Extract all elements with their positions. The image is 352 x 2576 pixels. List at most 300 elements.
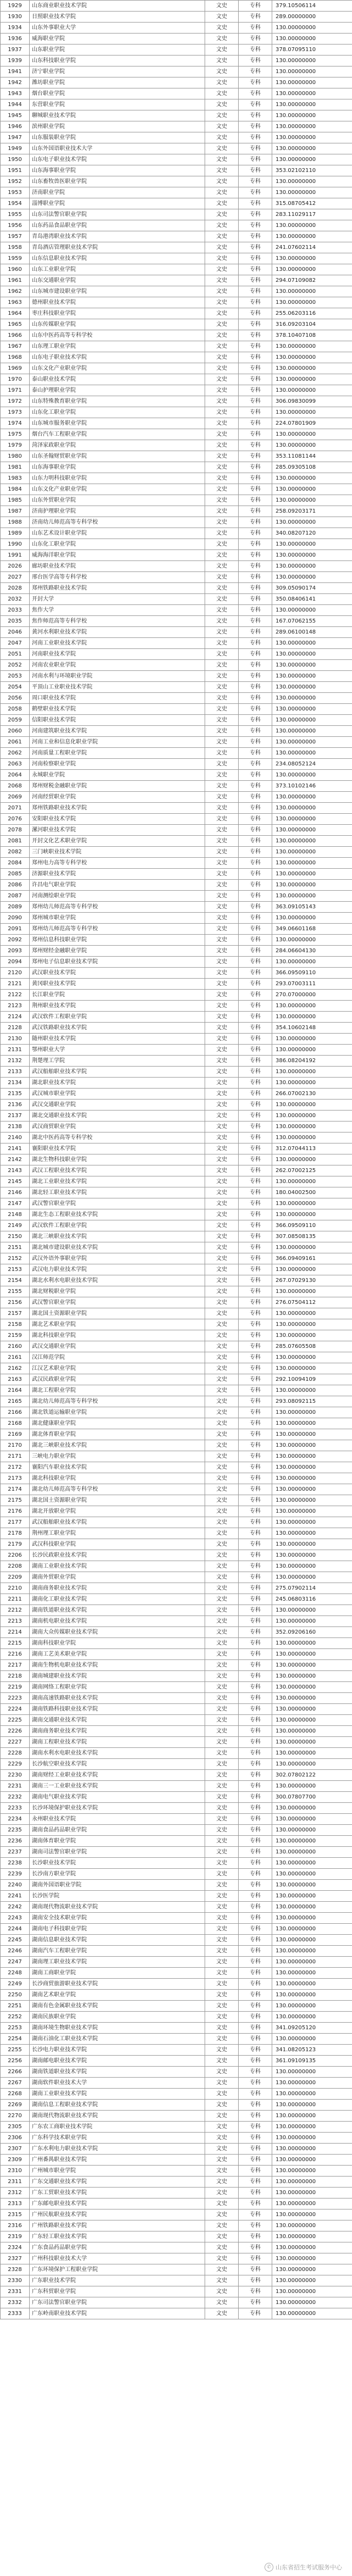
school-name-cell: 武汉软件工程职业学院 <box>30 1220 205 1231</box>
min-score-cell: 255.06203116 <box>272 308 352 319</box>
category-cell: 文史 <box>205 121 239 132</box>
school-code-cell: 2056 <box>1 693 30 704</box>
school-name-cell: 湖北体育职业学院 <box>30 1429 205 1440</box>
min-score-cell: 130.00000000 <box>272 2242 352 2253</box>
batch-cell: 专科 <box>239 1847 272 1858</box>
table-row <box>1 1209 352 1220</box>
table-row <box>1 616 352 627</box>
school-name-cell: 菏泽家政职业学院 <box>30 440 205 451</box>
school-name-cell: 湖北水利水电职业技术学院 <box>30 1275 205 1286</box>
table-row <box>1 1803 352 1814</box>
category-cell: 文史 <box>205 297 239 308</box>
school-code-cell: 2256 <box>1 2056 30 2067</box>
category-cell: 文史 <box>205 1979 239 1990</box>
min-score-cell: 130.00000000 <box>272 825 352 836</box>
school-name-cell: 湖南机电职业技术学院 <box>30 1616 205 1627</box>
school-code-cell: 2124 <box>1 1012 30 1023</box>
batch-cell: 专科 <box>239 1352 272 1363</box>
category-cell: 文史 <box>205 836 239 847</box>
school-code-cell: 1970 <box>1 374 30 385</box>
school-code-cell: 1942 <box>1 77 30 88</box>
category-cell: 文史 <box>205 825 239 836</box>
batch-cell: 专科 <box>239 1759 272 1770</box>
batch-cell: 专科 <box>239 34 272 45</box>
table-row <box>1 814 352 825</box>
school-code-cell: 2246 <box>1 1946 30 1957</box>
table-row <box>1 12 352 23</box>
category-cell: 文史 <box>205 583 239 594</box>
category-cell: 文史 <box>205 913 239 924</box>
batch-cell: 专科 <box>239 1209 272 1220</box>
table-row <box>1 1671 352 1682</box>
school-code-cell: 2248 <box>1 1968 30 1979</box>
school-code-cell: 2082 <box>1 847 30 858</box>
table-row <box>1 1056 352 1067</box>
category-cell: 文史 <box>205 748 239 759</box>
batch-cell: 专科 <box>239 1473 272 1484</box>
min-score-cell: 130.00000000 <box>272 693 352 704</box>
school-code-cell: 2241 <box>1 1891 30 1902</box>
batch-cell: 专科 <box>239 539 272 550</box>
min-score-cell: 130.00000000 <box>272 572 352 583</box>
school-code-cell: 1967 <box>1 341 30 352</box>
table-row <box>1 1067 352 1078</box>
min-score-cell: 130.00000000 <box>272 2166 352 2177</box>
min-score-cell: 258.09203171 <box>272 506 352 517</box>
table-row <box>1 2034 352 2045</box>
category-cell: 文史 <box>205 2220 239 2231</box>
batch-cell: 专科 <box>239 550 272 561</box>
school-name-cell: 武汉科技职业学院 <box>30 1539 205 1550</box>
school-name-cell: 长沙环境保护职业技术学院 <box>30 1803 205 1814</box>
category-cell: 文史 <box>205 220 239 231</box>
batch-cell: 专科 <box>239 2001 272 2012</box>
table-row <box>1 77 352 88</box>
school-name-cell: 湖北国土资源职业学院 <box>30 1308 205 1319</box>
table-row <box>1 715 352 726</box>
min-score-cell: 130.00000000 <box>272 550 352 561</box>
school-name-cell: 湖南现代物流职业技术学院 <box>30 2111 205 2122</box>
batch-cell: 专科 <box>239 12 272 23</box>
school-name-cell: 郑州信息科技职业学院 <box>30 935 205 946</box>
min-score-cell: 130.00000000 <box>272 1330 352 1341</box>
min-score-cell: 130.00000000 <box>272 143 352 154</box>
batch-cell: 专科 <box>239 2166 272 2177</box>
category-cell: 文史 <box>205 88 239 99</box>
category-cell: 文史 <box>205 352 239 363</box>
school-code-cell: 2327 <box>1 2253 30 2264</box>
table-row <box>1 275 352 286</box>
category-cell: 文史 <box>205 1154 239 1165</box>
batch-cell: 专科 <box>239 1012 272 1023</box>
table-row <box>1 1451 352 1462</box>
school-name-cell: 武汉工程职业技术学院 <box>30 1165 205 1176</box>
category-cell: 文史 <box>205 1594 239 1605</box>
min-score-cell: 130.00000000 <box>272 1242 352 1253</box>
category-cell: 文史 <box>205 2056 239 2067</box>
school-code-cell: 2133 <box>1 1067 30 1078</box>
table-row <box>1 396 352 407</box>
category-cell: 文史 <box>205 1660 239 1671</box>
batch-cell: 专科 <box>239 418 272 429</box>
batch-cell: 专科 <box>239 99 272 110</box>
min-score-cell: 130.00000000 <box>272 2209 352 2220</box>
category-cell: 文史 <box>205 506 239 517</box>
school-name-cell: 河南经贸职业学院 <box>30 792 205 803</box>
batch-cell: 专科 <box>239 187 272 198</box>
batch-cell: 专科 <box>239 429 272 440</box>
table-row <box>1 1880 352 1891</box>
school-code-cell: 2084 <box>1 858 30 869</box>
school-code-cell: 2135 <box>1 1089 30 1100</box>
school-code-cell: 2224 <box>1 1704 30 1715</box>
table-row <box>1 1759 352 1770</box>
category-cell: 文史 <box>205 319 239 330</box>
category-cell: 文史 <box>205 1484 239 1495</box>
school-name-cell: 山东艺术设计职业学院 <box>30 528 205 539</box>
min-score-cell: 130.00000000 <box>272 99 352 110</box>
category-cell: 文史 <box>205 2242 239 2253</box>
min-score-cell: 386.08204192 <box>272 1056 352 1067</box>
min-score-cell: 366.09509110 <box>272 1220 352 1231</box>
school-name-cell: 山东城市服务职业学院 <box>30 418 205 429</box>
school-code-cell: 1983 <box>1 473 30 484</box>
batch-cell: 专科 <box>239 836 272 847</box>
min-score-cell: 130.00000000 <box>272 2111 352 2122</box>
school-code-cell: 2159 <box>1 1330 30 1341</box>
table-row <box>1 847 352 858</box>
category-cell: 文史 <box>205 2308 239 2319</box>
school-name-cell: 湖南铁道职业技术学院 <box>30 2067 205 2078</box>
school-code-cell: 1929 <box>1 1 30 12</box>
min-score-cell: 130.00000000 <box>272 682 352 693</box>
table-row <box>1 484 352 495</box>
min-score-cell: 130.00000000 <box>272 1352 352 1363</box>
min-score-cell: 315.08705412 <box>272 198 352 209</box>
category-cell: 文史 <box>205 1385 239 1396</box>
batch-cell: 专科 <box>239 352 272 363</box>
table-row <box>1 594 352 605</box>
table-row <box>1 1440 352 1451</box>
table-row <box>1 1012 352 1023</box>
school-code-cell: 2166 <box>1 1407 30 1418</box>
category-cell: 文史 <box>205 594 239 605</box>
category-cell: 文史 <box>205 1627 239 1638</box>
category-cell: 文史 <box>205 1418 239 1429</box>
school-name-cell: 湖北工程职业学院 <box>30 1385 205 1396</box>
category-cell: 文史 <box>205 1572 239 1583</box>
school-code-cell: 2165 <box>1 1396 30 1407</box>
school-name-cell: 湖南信息工程职业技术学院 <box>30 2100 205 2111</box>
category-cell: 文史 <box>205 1012 239 1023</box>
school-name-cell: 武汉船舶职业技术学院 <box>30 1067 205 1078</box>
school-code-cell: 1936 <box>1 34 30 45</box>
school-name-cell: 湖南体育职业学院 <box>30 1836 205 1847</box>
batch-cell: 专科 <box>239 726 272 737</box>
school-code-cell: 2333 <box>1 2308 30 2319</box>
min-score-cell: 130.00000000 <box>272 1913 352 1924</box>
category-cell: 文史 <box>205 979 239 990</box>
table-row <box>1 2308 352 2319</box>
category-cell: 文史 <box>205 1550 239 1561</box>
school-code-cell: 1991 <box>1 550 30 561</box>
batch-cell: 专科 <box>239 902 272 913</box>
school-code-cell: 2059 <box>1 715 30 726</box>
table-row <box>1 1935 352 1946</box>
school-name-cell: 广东环境保护工程职业学院 <box>30 2264 205 2275</box>
min-score-cell: 130.00000000 <box>272 715 352 726</box>
school-code-cell: 2170 <box>1 1440 30 1451</box>
batch-cell: 专科 <box>239 1242 272 1253</box>
min-score-cell: 130.00000000 <box>272 1715 352 1726</box>
school-name-cell: 武汉民政职业学院 <box>30 1374 205 1385</box>
school-code-cell: 2047 <box>1 638 30 649</box>
school-name-cell: 湖北财税职业学院 <box>30 1286 205 1297</box>
category-cell: 文史 <box>205 1067 239 1078</box>
school-code-cell: 1980 <box>1 451 30 462</box>
school-code-cell: 2092 <box>1 935 30 946</box>
batch-cell: 专科 <box>239 1330 272 1341</box>
min-score-cell: 130.00000000 <box>272 341 352 352</box>
min-score-cell: 130.00000000 <box>272 1528 352 1539</box>
min-score-cell: 130.00000000 <box>272 1484 352 1495</box>
school-name-cell: 河南测绘职业学院 <box>30 891 205 902</box>
category-cell: 文史 <box>205 1056 239 1067</box>
school-code-cell: 2312 <box>1 2188 30 2199</box>
school-name-cell: 长沙航空职业技术学院 <box>30 1759 205 1770</box>
school-name-cell: 威海海洋职业学院 <box>30 550 205 561</box>
min-score-cell: 289.06100148 <box>272 627 352 638</box>
min-score-cell: 130.00000000 <box>272 1748 352 1759</box>
school-name-cell: 山东电子职业技术学院 <box>30 154 205 165</box>
batch-cell: 专科 <box>239 2067 272 2078</box>
table-row <box>1 2253 352 2264</box>
school-name-cell: 湖南石油化工职业技术学院 <box>30 2034 205 2045</box>
min-score-cell: 293.07003111 <box>272 979 352 990</box>
school-code-cell: 2226 <box>1 1726 30 1737</box>
school-code-cell: 1965 <box>1 319 30 330</box>
table-row <box>1 242 352 253</box>
batch-cell: 专科 <box>239 165 272 176</box>
category-cell: 文史 <box>205 1704 239 1715</box>
category-cell: 文史 <box>205 1770 239 1781</box>
min-score-cell: 275.07902114 <box>272 1583 352 1594</box>
batch-cell: 专科 <box>239 1034 272 1045</box>
table-row <box>1 1583 352 1594</box>
min-score-cell: 130.00000000 <box>272 495 352 506</box>
category-cell: 文史 <box>205 1946 239 1957</box>
batch-cell: 专科 <box>239 1792 272 1803</box>
table-row <box>1 671 352 682</box>
school-name-cell: 湖北开放职业学院 <box>30 1506 205 1517</box>
min-score-cell: 130.00000000 <box>272 2188 352 2199</box>
batch-cell: 专科 <box>239 1869 272 1880</box>
school-name-cell: 山东文化产业职业学院 <box>30 484 205 495</box>
category-cell: 文史 <box>205 2023 239 2034</box>
category-cell: 文史 <box>205 66 239 77</box>
table-row <box>1 1154 352 1165</box>
min-score-cell: 130.00000000 <box>272 363 352 374</box>
batch-cell: 专科 <box>239 572 272 583</box>
batch-cell: 专科 <box>239 968 272 979</box>
min-score-cell: 309.05090174 <box>272 583 352 594</box>
table-row <box>1 1023 352 1034</box>
table-row <box>1 1385 352 1396</box>
category-cell: 文史 <box>205 990 239 1001</box>
school-name-cell: 东营职业学院 <box>30 99 205 110</box>
school-name-cell: 武汉警官职业学院 <box>30 1198 205 1209</box>
min-score-cell: 300.07807700 <box>272 1792 352 1803</box>
batch-cell: 专科 <box>239 957 272 968</box>
table-row <box>1 1122 352 1132</box>
school-code-cell: 2247 <box>1 1957 30 1968</box>
batch-cell: 专科 <box>239 2286 272 2297</box>
table-row <box>1 748 352 759</box>
batch-cell: 专科 <box>239 1946 272 1957</box>
table-row <box>1 2045 352 2056</box>
category-cell: 文史 <box>205 781 239 792</box>
school-code-cell: 2239 <box>1 1869 30 1880</box>
min-score-cell: 130.00000000 <box>272 473 352 484</box>
min-score-cell: 130.00000000 <box>272 407 352 418</box>
batch-cell: 专科 <box>239 286 272 297</box>
school-name-cell: 山东信息职业技术学院 <box>30 253 205 264</box>
school-code-cell: 2141 <box>1 1143 30 1154</box>
min-score-cell: 366.09509110 <box>272 968 352 979</box>
school-code-cell: 2238 <box>1 1858 30 1869</box>
school-name-cell: 山东海事职业学院 <box>30 165 205 176</box>
school-name-cell: 鹤壁职业技术学院 <box>30 704 205 715</box>
school-name-cell: 广东职业技术学院 <box>30 2275 205 2286</box>
min-score-cell: 130.00000000 <box>272 1132 352 1143</box>
min-score-cell: 353.02102110 <box>272 165 352 176</box>
school-code-cell: 2235 <box>1 1825 30 1836</box>
school-name-cell: 广东科贸职业学院 <box>30 2286 205 2297</box>
school-name-cell: 廊坊职业技术学院 <box>30 561 205 572</box>
min-score-cell: 130.00000000 <box>272 803 352 814</box>
min-score-cell: 130.00000000 <box>272 2122 352 2133</box>
table-row <box>1 2286 352 2297</box>
table-row <box>1 561 352 572</box>
category-cell: 文史 <box>205 638 239 649</box>
batch-cell: 专科 <box>239 1825 272 1836</box>
table-row <box>1 1979 352 1990</box>
category-cell: 文史 <box>205 1957 239 1968</box>
school-name-cell: 广东农工商职业技术学院 <box>30 2122 205 2133</box>
table-row <box>1 319 352 330</box>
min-score-cell: 130.00000000 <box>272 1176 352 1187</box>
category-cell: 文史 <box>205 286 239 297</box>
school-code-cell: 2168 <box>1 1418 30 1429</box>
school-name-cell: 山东商业职业技术学院 <box>30 1 205 12</box>
table-row <box>1 1649 352 1660</box>
min-score-cell: 130.00000000 <box>272 1418 352 1429</box>
school-name-cell: 荆楚理工学院 <box>30 1056 205 1067</box>
school-name-cell: 山东药品食品职业学院 <box>30 220 205 231</box>
batch-cell: 专科 <box>239 2308 272 2319</box>
category-cell: 文史 <box>205 429 239 440</box>
school-code-cell: 2087 <box>1 891 30 902</box>
school-code-cell: 2176 <box>1 1506 30 1517</box>
school-name-cell: 黄河水利职业技术学院 <box>30 627 205 638</box>
min-score-cell: 130.00000000 <box>272 1198 352 1209</box>
school-code-cell: 2052 <box>1 660 30 671</box>
batch-cell: 专科 <box>239 374 272 385</box>
school-name-cell: 威海职业学院 <box>30 34 205 45</box>
min-score-cell: 130.00000000 <box>272 1045 352 1056</box>
school-name-cell: 湖南理工职业技术学院 <box>30 1957 205 1968</box>
category-cell: 文史 <box>205 495 239 506</box>
table-row <box>1 1078 352 1089</box>
category-cell: 文史 <box>205 2067 239 2078</box>
min-score-cell: 241.07602114 <box>272 242 352 253</box>
school-name-cell: 郑州铁路职业技术学院 <box>30 583 205 594</box>
table-row <box>1 2297 352 2308</box>
school-code-cell: 2268 <box>1 2089 30 2100</box>
table-row <box>1 1946 352 1957</box>
school-name-cell: 武汉软件工程职业学院 <box>30 1012 205 1023</box>
table-row <box>1 1660 352 1671</box>
table-row <box>1 418 352 429</box>
min-score-cell: 130.00000000 <box>272 1539 352 1550</box>
category-cell: 文史 <box>205 605 239 616</box>
min-score-cell: 180.04002500 <box>272 1187 352 1198</box>
school-code-cell: 2328 <box>1 2264 30 2275</box>
table-row <box>1 1704 352 1715</box>
table-row <box>1 1165 352 1176</box>
school-name-cell: 湖北交通职业技术学院 <box>30 1111 205 1122</box>
category-cell: 文史 <box>205 1891 239 1902</box>
school-name-cell: 湖北中医药高等专科学校 <box>30 1132 205 1143</box>
batch-cell: 专科 <box>239 66 272 77</box>
batch-cell: 专科 <box>239 1616 272 1627</box>
table-row <box>1 1001 352 1012</box>
table-row <box>1 539 352 550</box>
table-row <box>1 1473 352 1484</box>
batch-cell: 专科 <box>239 1143 272 1154</box>
school-name-cell: 山东外事职业大学 <box>30 23 205 34</box>
min-score-cell: 352.09206160 <box>272 1627 352 1638</box>
school-code-cell: 1981 <box>1 462 30 473</box>
min-score-cell: 130.00000000 <box>272 1737 352 1748</box>
category-cell: 文史 <box>205 2286 239 2297</box>
table-row <box>1 2155 352 2166</box>
min-score-cell: 130.00000000 <box>272 1902 352 1913</box>
category-cell: 文史 <box>205 1880 239 1891</box>
table-row <box>1 1308 352 1319</box>
table-row <box>1 1715 352 1726</box>
batch-cell: 专科 <box>239 1275 272 1286</box>
school-code-cell: 2217 <box>1 1660 30 1671</box>
school-code-cell: 2252 <box>1 2012 30 2023</box>
school-name-cell: 武汉城市职业学院 <box>30 1089 205 1100</box>
category-cell: 文史 <box>205 176 239 187</box>
school-code-cell: 2330 <box>1 2275 30 2286</box>
school-code-cell: 2149 <box>1 1220 30 1231</box>
table-row <box>1 1132 352 1143</box>
min-score-cell: 130.00000000 <box>272 440 352 451</box>
table-row <box>1 1100 352 1111</box>
min-score-cell: 130.00000000 <box>272 957 352 968</box>
school-code-cell: 2061 <box>1 737 30 748</box>
school-name-cell: 湖北科技职业学院 <box>30 1473 205 1484</box>
category-cell: 文史 <box>205 2122 239 2133</box>
category-cell: 文史 <box>205 1176 239 1187</box>
category-cell: 文史 <box>205 517 239 528</box>
table-row <box>1 2089 352 2100</box>
batch-cell: 专科 <box>239 671 272 682</box>
school-name-cell: 湖南高速铁路职业技术学院 <box>30 1693 205 1704</box>
